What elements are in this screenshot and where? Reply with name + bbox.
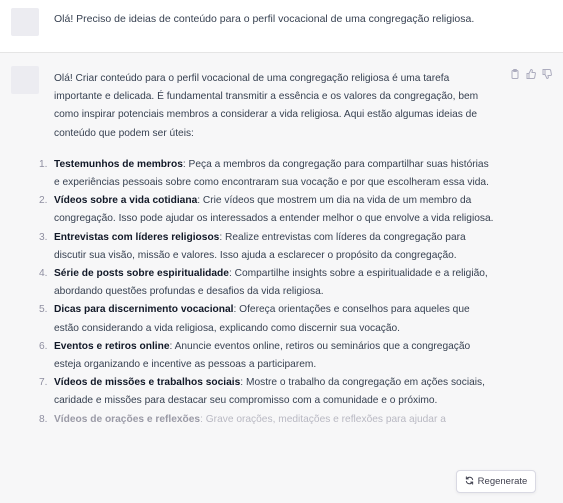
list-item-title: Vídeos sobre a vida cotidiana [54,195,198,207]
list-item-text: : Peça a membros da congregação para compartilhar suas histórias e experiências pessoais sobre como encontraram sua vocação e por que escolheram essa vida. [54,158,489,189]
list-number: 6. [39,340,48,352]
assistant-intro: Olá! Criar conteúdo para o perfil vocacional de uma congregação religiosa é uma tarefa importante e delicada. É fundamental transmitir a essência e os valores da congregação, bem como inspirar potenciais membros a considerar a vida religiosa. Aqui estão algumas ideias de conteúdo que podem ser úteis: [54,73,479,139]
list-item-text: : Anuncie eventos online, retiros ou seminários que a congregação esteja organizando e incentive as pessoas a participarem. [54,340,471,371]
assistant-avatar [11,66,39,94]
list-item-text: : Realize entrevistas com líderes da congregação para discutir sua visão, missão e valores. Isso ajuda a esclarecer o propósito da congregação. [54,231,466,261]
list-item [39,301,494,337]
list-item-title: Vídeos de orações e reflexões [54,413,201,425]
list-item-text: : Mostre o trabalho da congregação em ações sociais, caridade e missões para destacar seu compromisso com a comunidade e o próximo. [54,377,485,407]
list-item-title: Vídeos de missões e trabalhos sociais [54,377,241,389]
regenerate-label: Regenerate [477,476,528,487]
list-item-title: Entrevistas com líderes religiosos [54,231,220,243]
assistant-message-text [39,70,494,429]
list-number: 4. [39,268,48,280]
list-item-text: : Compartilhe insights sobre a espiritualidade e a religião, abordando questões profundas e desafios da vida religiosa. [54,268,488,298]
list-item-title: Dicas para discernimento vocacional [54,304,234,316]
list-item [39,265,494,301]
list-number: 3. [39,231,48,243]
list-item-text: : Ofereça orientações e conselhos para aqueles que estão considerando a vida religiosa, explicando como discernir sua vocação. [54,304,470,334]
user-avatar [11,8,39,36]
list-item [39,411,494,429]
list-item [39,156,494,192]
list-number: 7. [39,377,48,389]
list-item-text: : Grave orações, meditações e reflexões para ajudar a [200,413,446,425]
thumbs-down-icon[interactable] [542,69,552,79]
thumbs-up-icon[interactable] [526,69,536,79]
user-message-row [0,0,563,53]
clipboard-icon[interactable] [510,69,520,79]
list-number: 1. [39,158,48,170]
message-actions [510,69,552,79]
list-number: 8. [39,413,48,425]
list-item-text: : Crie vídeos que mostrem um dia na vida de um membro da congregação. Isso pode ajudar os interessados a entender melhor o que envolve a vida religiosa. [54,195,494,225]
refresh-icon [465,476,474,488]
assistant-message-row [0,53,563,503]
user-message-text: Olá! Preciso de ideias de conteúdo para o perfil vocacional de uma congregação religiosa. [54,13,475,25]
list-number: 2. [39,195,48,207]
list-item [39,374,494,410]
list-item-title: Testemunhos de membros [54,158,183,170]
list-item-title: Série de posts sobre espiritualidade [54,268,229,280]
list-item-title: Eventos e retiros online [54,340,170,352]
list-item [39,229,494,265]
list-item [39,338,494,374]
list-number: 5. [39,304,48,316]
regenerate-button[interactable] [456,470,536,493]
list-item [39,192,494,228]
ideas-list [39,156,494,429]
